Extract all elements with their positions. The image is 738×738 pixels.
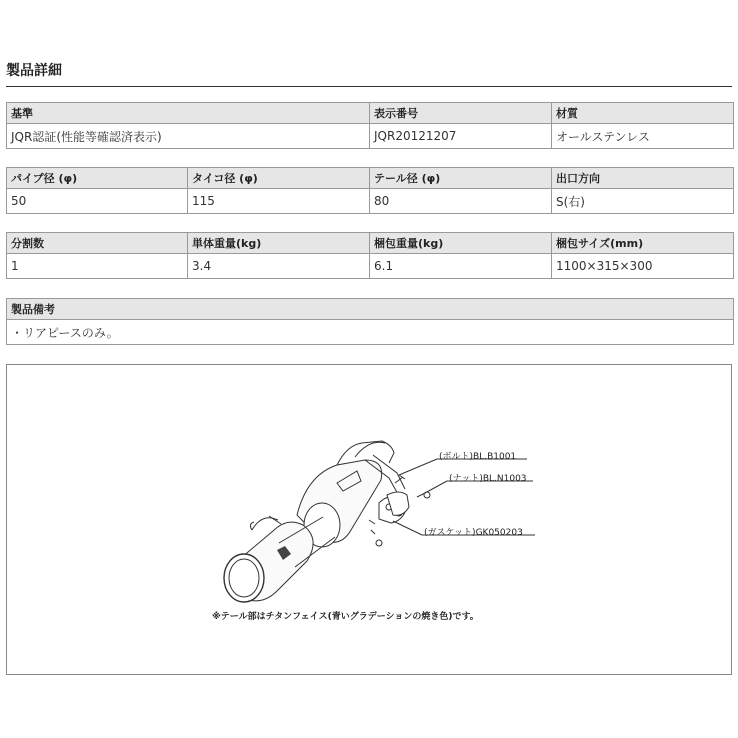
value-display-number: JQR20121207 <box>370 124 552 149</box>
header-tail-diameter: テール径 (φ) <box>370 168 552 189</box>
header-display-number: 表示番号 <box>370 103 552 124</box>
product-diagram <box>6 364 732 675</box>
title-divider <box>6 86 732 87</box>
value-package-weight: 6.1 <box>370 254 552 279</box>
muffler-drawing <box>7 365 733 676</box>
value-pipe-diameter: 50 <box>7 189 188 214</box>
header-pipe-diameter: パイプ径 (φ) <box>7 168 188 189</box>
header-standard: 基準 <box>7 103 370 124</box>
header-pieces: 分割数 <box>7 233 188 254</box>
value-silencer-diameter: 115 <box>188 189 370 214</box>
header-exit-direction: 出口方向 <box>552 168 734 189</box>
value-product-notes: ・リアピースのみ。 <box>7 320 734 345</box>
value-exit-direction: S(右) <box>552 189 734 214</box>
value-pieces: 1 <box>7 254 188 279</box>
callout-nut: (ナット)BL.N1003 <box>449 474 527 484</box>
spec-table-notes <box>6 298 734 345</box>
header-package-size: 梱包サイズ(mm) <box>552 233 734 254</box>
header-material: 材質 <box>552 103 734 124</box>
header-unit-weight: 単体重量(kg) <box>188 233 370 254</box>
spec-table-standard <box>6 102 734 149</box>
callout-bolt: (ボルト)BL.B1001 <box>439 452 517 462</box>
value-tail-diameter: 80 <box>370 189 552 214</box>
callout-gasket: (ガスケット)GK050203 <box>424 528 523 538</box>
diagram-note: ※テール部はチタンフェイス(青いグラデーションの焼き色)です。 <box>212 612 479 622</box>
header-product-notes: 製品備考 <box>7 299 734 320</box>
value-package-size: 1100×315×300 <box>552 254 734 279</box>
header-package-weight: 梱包重量(kg) <box>370 233 552 254</box>
value-material: オールステンレス <box>552 124 734 149</box>
section-title: 製品詳細 <box>6 63 62 79</box>
value-unit-weight: 3.4 <box>188 254 370 279</box>
header-silencer-diameter: タイコ径 (φ) <box>188 168 370 189</box>
value-standard: JQR認証(性能等確認済表示) <box>7 124 370 149</box>
spec-table-dimensions <box>6 167 734 214</box>
spec-table-weights <box>6 232 734 279</box>
